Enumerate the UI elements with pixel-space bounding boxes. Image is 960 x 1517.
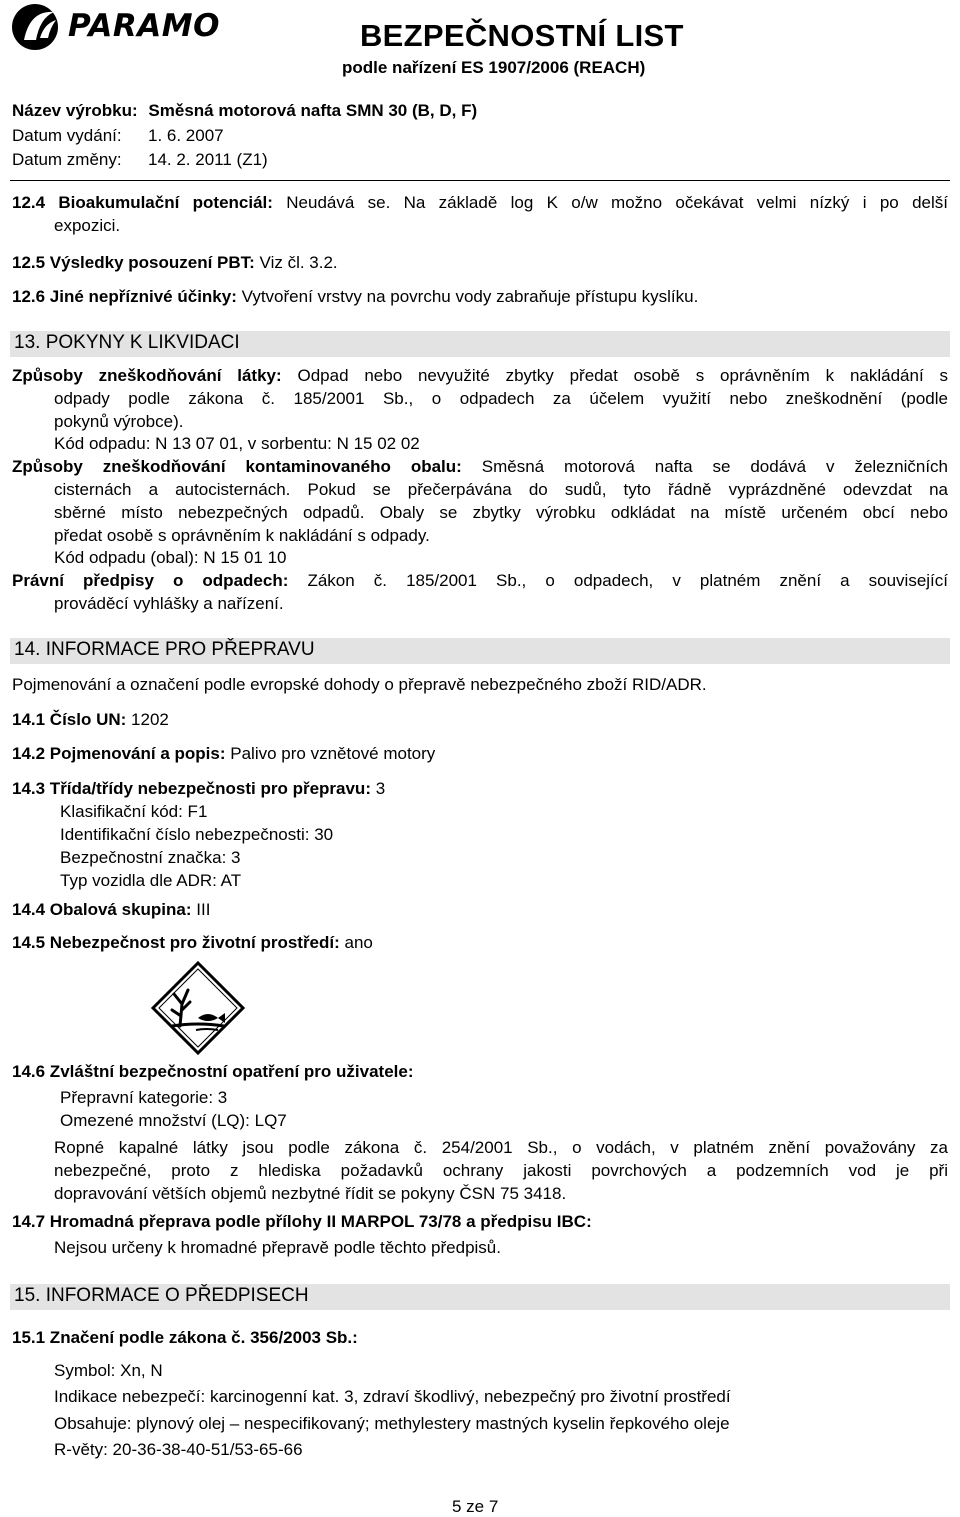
s14-p3-item: Bezpečnostní značka: 3 [60,848,241,867]
s14-p7-label: 14.7 Hromadná přeprava podle přílohy II MARPOL 73/78 a předpisu IBC: [12,1212,592,1231]
s13-l10: Právní předpisy o odpadech: Zákon č. 185/2001 Sb., o odpadech, v platném znění a související [12,571,949,590]
s12-p4-cont: expozici. [54,216,121,235]
s13-l11: prováděcí vyhlášky a nařízení. [54,594,284,613]
s15-r-phrases: R-věty: 20-36-38-40-51/53-65-66 [54,1440,303,1459]
s14-p1: 14.1 Číslo UN: 1202 [12,710,169,729]
s14-p4: 14.4 Obalová skupina: III [12,900,211,919]
s12-p4: 12.4 Bioakumulační potenciál: Neudává se. Na základě log K o/w možno očekávat velmi nízký i po delší [12,193,948,212]
change-label: Datum změny: [12,150,122,169]
s14-p6-l3: dopravování větších objemů nezbytné řídit se pokyny ČSN 75 3418. [54,1184,567,1203]
s14-p7-text: Nejsou určeny k hromadné přepravě podle těchto předpisů. [54,1238,501,1257]
environment-hazard-pictogram-icon [150,960,246,1056]
s14-p6: 14.6 Zvláštní bezpečnostní opatření pro uživatele: [12,1062,414,1081]
page-number: 5 ze 7 [452,1497,499,1516]
document-subtitle: podle nařízení ES 1907/2006 (REACH) [342,58,646,77]
change-date-row [12,150,268,170]
s13-l6: cisternách a autocisternách. Pokud se přečerpávána do sudů, tyto řádně vyprázdněné odevzdat na [54,480,948,499]
s14-p5: 14.5 Nebezpečnost pro životní prostředí: ano [12,933,373,952]
s12-p5: 12.5 Výsledky posouzení PBT: Viz čl. 3.2. [12,253,338,272]
s13-l3: pokynů výrobce). [54,412,184,431]
s12-p6: 12.6 Jiné nepříznivé účinky: Vytvoření vrstvy na povrchu vody zabraňuje přístupu kyslíku. [12,287,699,306]
s14-p3-item: Identifikační číslo nebezpečnosti: 30 [60,825,334,844]
document-title: BEZPEČNOSTNÍ LIST [360,18,684,53]
logo-text: PARAMO [68,8,220,44]
s15-symbol: Symbol: Xn, N [54,1361,163,1380]
s14-p6-item: Omezené množství (LQ): LQ7 [60,1111,287,1130]
s13-l4: Kód odpadu: N 13 07 01, v sorbentu: N 15 02 02 [54,434,420,453]
change-value: 14. 2. 2011 (Z1) [148,150,268,169]
product-name-row [12,101,477,121]
header-divider [10,180,950,181]
section-13-title: 13. POKYNY K LIKVIDACI [14,332,240,353]
paramo-logo [10,2,220,54]
product-label: Název výrobku: [12,101,138,120]
s13-l9: Kód odpadu (obal): N 15 01 10 [54,548,287,567]
paramo-logo-icon [10,2,66,52]
issue-date-row [12,126,224,146]
s14-p6-l2: nebezpečné, proto z hlediska požadavků ochrany jakosti povrchových a podzemních vod je při [54,1161,948,1180]
s15-contains: Obsahuje: plynový olej – nespecifikovaný; methylestery mastných kyselin řepkového oleje [54,1414,730,1433]
s13-l7: sběrné místo nebezpečných odpadů. Obaly se zbytky výrobku odkládat na místě určeném obcí nebo [54,503,948,522]
issue-value: 1. 6. 2007 [148,126,224,145]
issue-label: Datum vydání: [12,126,122,145]
s13-l1: Způsoby zneškodňování látky: Odpad nebo nevyužité zbytky předat osobě s oprávněním k nakládání s [12,366,948,385]
s15-p1-label: 15.1 Značení podle zákona č. 356/2003 Sb.: [12,1328,358,1347]
s14-intro: Pojmenování a označení podle evropské dohody o přepravě nebezpečného zboží RID/ADR. [12,675,707,694]
s13-l8: předat osobě s oprávněním k nakládání s odpady. [54,526,430,545]
s14-p2: 14.2 Pojmenování a popis: Palivo pro vznětové motory [12,744,436,763]
section-15-title: 15. INFORMACE O PŘEDPISECH [14,1285,309,1306]
s14-p6-item: Přepravní kategorie: 3 [60,1088,228,1107]
s13-l2: odpady podle zákona č. 185/2001 Sb., o odpadech za účelem využití nebo zneškodnění (podle [54,389,948,408]
product-value: Směsná motorová nafta SMN 30 (B, D, F) [148,101,478,120]
s14-p3-item: Klasifikační kód: F1 [60,802,208,821]
s15-indication: Indikace nebezpečí: karcinogenní kat. 3, zdraví škodlivý, nebezpečný pro životní prostředí [54,1387,731,1406]
s13-l5: Způsoby zneškodňování kontaminovaného obalu: Směsná motorová nafta se dodává v železničních [12,457,948,476]
s14-p3-item: Typ vozidla dle ADR: AT [60,871,242,890]
section-14-title: 14. INFORMACE PRO PŘEPRAVU [14,639,315,660]
s14-p6-l1: Ropné kapalné látky jsou podle zákona č. 254/2001 Sb., o vodách, v platném znění považovány za [54,1138,948,1157]
s14-p3: 14.3 Třída/třídy nebezpečnosti pro přepravu: 3 [12,779,386,798]
